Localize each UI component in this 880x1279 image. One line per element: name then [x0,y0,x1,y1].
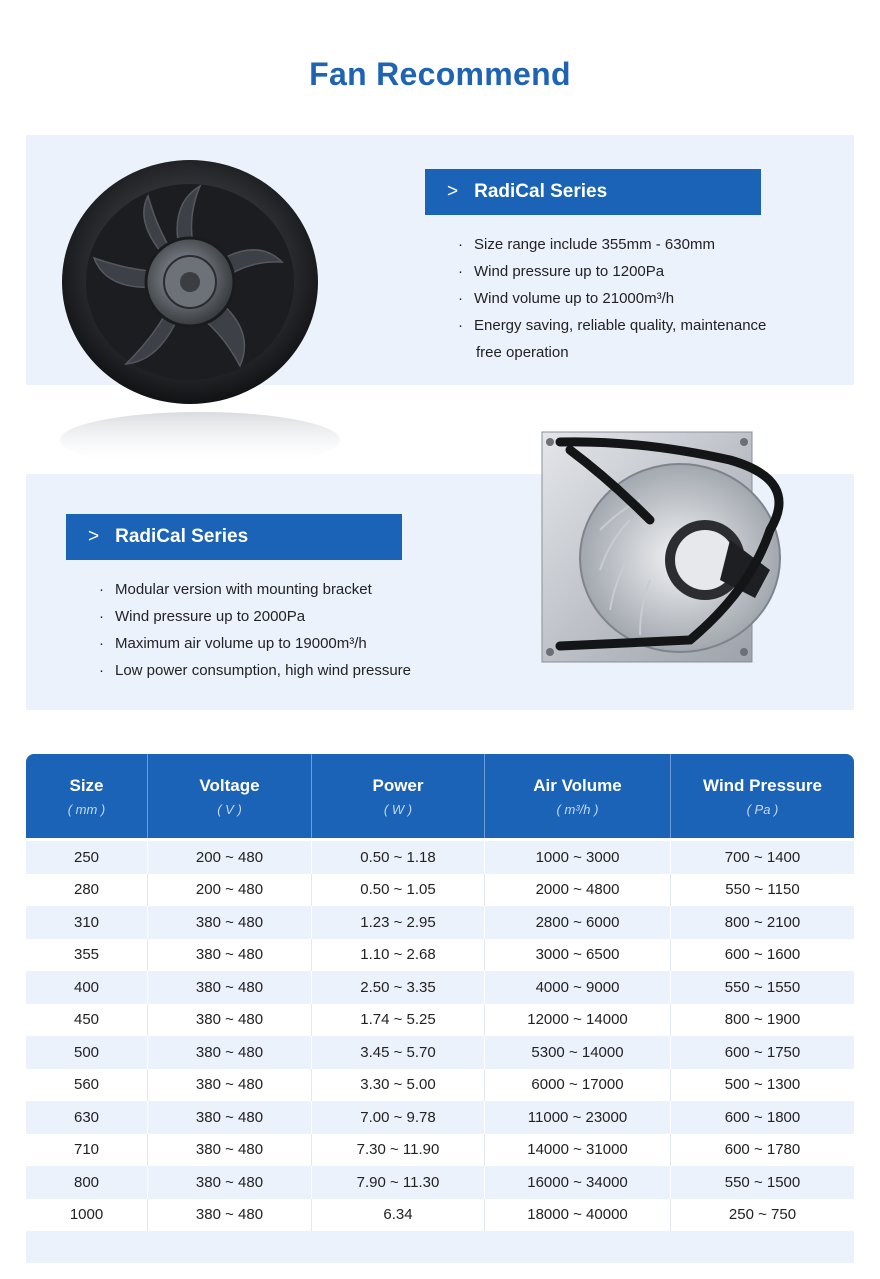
table-body [26,841,854,1231]
cell-size: 250 [26,841,148,874]
cell-power: 0.50 ~ 1.05 [312,874,485,907]
cell-power: 0.50 ~ 1.18 [312,841,485,874]
table-row [26,906,854,939]
feature-item-continuation: free operation [476,344,569,361]
cell-voltage: 200 ~ 480 [148,874,312,907]
cell-voltage: 380 ~ 480 [148,906,312,939]
cell-size: 630 [26,1101,148,1134]
feature-item: · Maximum air volume up to 19000m³/h [99,630,459,657]
table-row [26,1069,854,1102]
feature-item: · Wind volume up to 21000m³/h [458,285,818,312]
feature-item: · Low power consumption, high wind pressure [99,657,459,684]
table-row [26,1166,854,1199]
cell-air-volume: 4000 ~ 9000 [485,971,671,1004]
impeller-fan-icon [50,150,350,470]
table-header [26,754,854,838]
series-title: RadiCal Series [115,526,249,547]
cell-air-volume: 16000 ~ 34000 [485,1166,671,1199]
bullet-icon: · [99,662,104,679]
bullet-icon: · [458,290,463,307]
table-row [26,1101,854,1134]
chevron-right-icon: > [88,526,100,547]
spec-table [26,754,854,1263]
series-title: RadiCal Series [474,181,608,202]
cell-voltage: 380 ~ 480 [148,1199,312,1232]
cell-size: 310 [26,906,148,939]
cell-voltage: 380 ~ 480 [148,1166,312,1199]
table-row [26,1004,854,1037]
cell-power: 2.50 ~ 3.35 [312,971,485,1004]
cell-voltage: 380 ~ 480 [148,1134,312,1167]
column-header-wind-pressure: Wind Pressure ( Pa ) [703,775,822,817]
cell-power: 3.45 ~ 5.70 [312,1036,485,1069]
cell-air-volume: 1000 ~ 3000 [485,841,671,874]
cell-wind-pressure: 600 ~ 1800 [724,1108,801,1126]
bullet-icon: · [99,608,104,625]
feature-item: · Size range include 355mm - 630mm [458,231,818,258]
feature-item: · Modular version with mounting bracket [99,576,459,603]
cell-wind-pressure: 800 ~ 1900 [724,1011,801,1029]
series-title-bar-1 [425,169,761,215]
cell-voltage: 380 ~ 480 [148,1004,312,1037]
bullet-icon: · [458,317,463,334]
cell-power: 6.34 [312,1199,485,1232]
cell-size: 355 [26,939,148,972]
column-header-size: Size ( mm ) [26,754,148,838]
cell-wind-pressure: 700 ~ 1400 [724,848,801,866]
cell-air-volume: 5300 ~ 14000 [485,1036,671,1069]
series-title-bar-2 [66,514,402,560]
cell-size: 500 [26,1036,148,1069]
cell-air-volume: 2800 ~ 6000 [485,906,671,939]
cell-wind-pressure: 550 ~ 1500 [724,1173,801,1191]
cell-power: 1.23 ~ 2.95 [312,906,485,939]
cell-wind-pressure: 800 ~ 2100 [724,913,801,931]
cell-air-volume: 2000 ~ 4800 [485,874,671,907]
cell-wind-pressure: 550 ~ 1150 [725,881,800,899]
cell-wind-pressure: 600 ~ 1600 [724,946,801,964]
cell-voltage: 380 ~ 480 [148,939,312,972]
cell-voltage: 200 ~ 480 [148,841,312,874]
table-row [26,1199,854,1232]
cell-air-volume: 14000 ~ 31000 [485,1134,671,1167]
column-header-air-volume: Air Volume ( m³/h ) [485,754,671,838]
page-title: Fan Recommend [309,56,571,92]
cell-wind-pressure: 500 ~ 1300 [724,1076,801,1094]
column-header-power: Power ( W ) [312,754,485,838]
cell-wind-pressure: 600 ~ 1780 [724,1141,801,1159]
cell-power: 3.30 ~ 5.00 [312,1069,485,1102]
feature-list-1 [458,231,818,366]
table-row [26,971,854,1004]
cell-voltage: 380 ~ 480 [148,971,312,1004]
cell-voltage: 380 ~ 480 [148,1101,312,1134]
plug-fan-bracket-icon [530,420,800,700]
cell-air-volume: 6000 ~ 17000 [485,1069,671,1102]
cell-size: 280 [26,874,148,907]
cell-voltage: 380 ~ 480 [148,1069,312,1102]
cell-voltage: 380 ~ 480 [148,1036,312,1069]
cell-air-volume: 12000 ~ 14000 [485,1004,671,1037]
cell-wind-pressure: 600 ~ 1750 [724,1043,801,1061]
cell-air-volume: 3000 ~ 6500 [485,939,671,972]
feature-list-2 [99,576,459,684]
cell-air-volume: 18000 ~ 40000 [485,1199,671,1232]
bullet-icon: · [99,635,104,652]
feature-item: · Wind pressure up to 1200Pa [458,258,818,285]
cell-size: 710 [26,1134,148,1167]
table-row [26,939,854,972]
cell-size: 560 [26,1069,148,1102]
table-row [26,841,854,874]
table-footer-strip [26,1231,854,1263]
bullet-icon: · [458,236,463,253]
cell-power: 1.74 ~ 5.25 [312,1004,485,1037]
cell-power: 7.90 ~ 11.30 [312,1166,485,1199]
cell-air-volume: 11000 ~ 23000 [485,1101,671,1134]
bullet-icon: · [99,581,104,598]
cell-wind-pressure: 250 ~ 750 [728,1206,797,1224]
feature-item: · Energy saving, reliable quality, maintenance free operation [458,312,818,366]
cell-power: 7.30 ~ 11.90 [312,1134,485,1167]
cell-power: 7.00 ~ 9.78 [312,1101,485,1134]
table-row [26,874,854,907]
column-header-voltage: Voltage ( V ) [148,754,312,838]
feature-item: · Wind pressure up to 2000Pa [99,603,459,630]
bullet-icon: · [458,263,463,280]
cell-size: 400 [26,971,148,1004]
cell-power: 1.10 ~ 2.68 [312,939,485,972]
table-row [26,1134,854,1167]
cell-size: 1000 [26,1199,148,1232]
table-row [26,1036,854,1069]
chevron-right-icon: > [447,181,459,202]
cell-size: 800 [26,1166,148,1199]
cell-size: 450 [26,1004,148,1037]
cell-wind-pressure: 550 ~ 1550 [724,978,801,996]
